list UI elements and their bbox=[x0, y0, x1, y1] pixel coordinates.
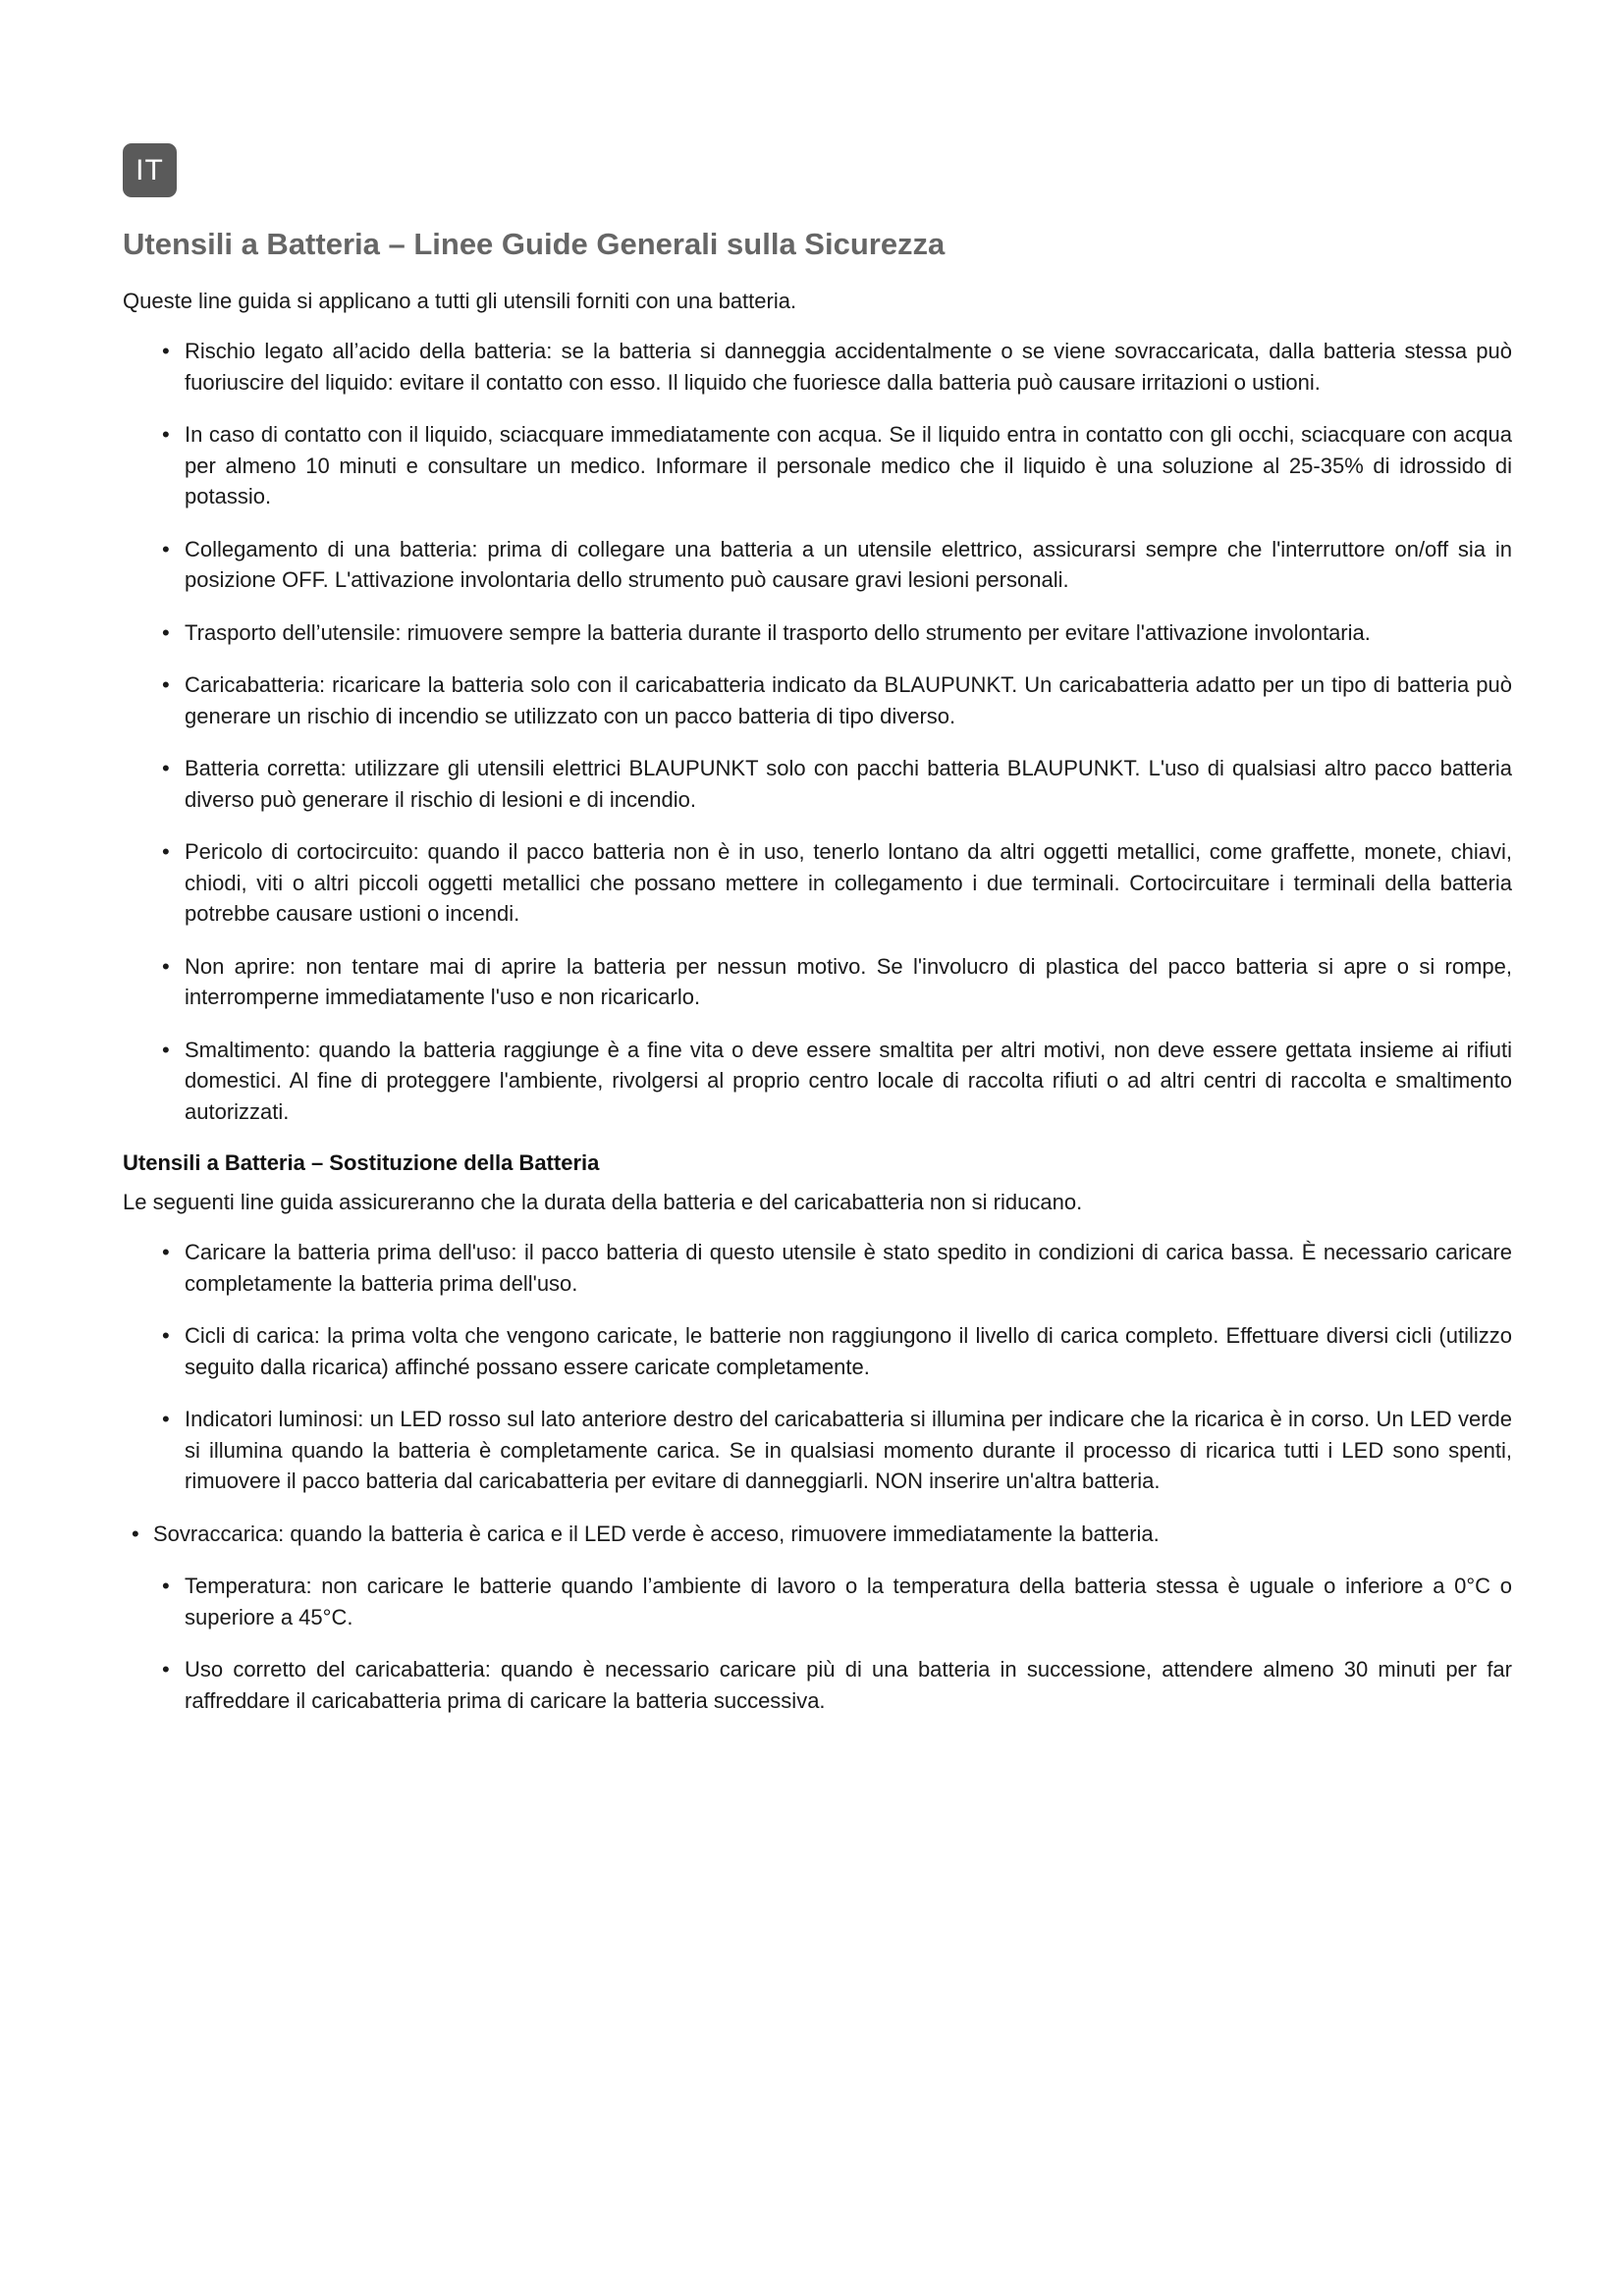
list-item bbox=[123, 1404, 1512, 1497]
safety-list bbox=[123, 336, 1512, 1127]
list-item-text: Smaltimento: quando la batteria raggiunge è a fine vita o deve essere smaltita per altri motivi, non deve essere gettata insieme ai rifiuti domestici. Al fine di proteggere l'ambiente, rivolgersi al proprio centro locale di raccolta rifiuti o ad altri centri di raccolta e smaltimento autorizzati. bbox=[185, 1037, 1512, 1124]
list-item bbox=[123, 1571, 1512, 1632]
list-item bbox=[123, 534, 1512, 596]
list-item bbox=[123, 1320, 1512, 1382]
bullet-icon: • bbox=[162, 1657, 170, 1682]
list-item bbox=[123, 617, 1512, 649]
bullet-icon: • bbox=[162, 1037, 170, 1062]
list-item-text: Indicatori luminosi: un LED rosso sul lato anteriore destro del caricabatteria si illumina per indicare che la ricarica è in corso. Un LED verde si illumina quando la batteria è completamente carica. Se in qualsiasi momento durante il processo di ricarica tutti i LED sono spenti, rimuovere il pacco batteria dal caricabatteria per evitare di danneggiarli. NON inserire un'altra batteria. bbox=[185, 1407, 1512, 1493]
list-item-text: Caricare la batteria prima dell'uso: il pacco batteria di questo utensile è stato spedito in condizioni di carica bassa. È necessario caricare completamente la batteria prima dell'uso. bbox=[185, 1240, 1512, 1296]
bullet-icon: • bbox=[162, 339, 170, 363]
list-item-text: Batteria corretta: utilizzare gli utensili elettrici BLAUPUNKT solo con pacchi batteria BLAUPUNKT. L'uso di qualsiasi altro pacco batteria diverso può generare il rischio di lesioni e di incendio. bbox=[185, 756, 1512, 812]
list-item-text: Caricabatteria: ricaricare la batteria solo con il caricabatteria indicato da BLAUPUNKT. Un caricabatteria adatto per un tipo di batteria può generare un rischio di incendio se utilizzato con un pacco batteria di tipo diverso. bbox=[185, 672, 1512, 728]
list-item bbox=[123, 1654, 1512, 1716]
section-intro-replacement: Le seguenti line guida assicureranno che la durata della batteria e del caricabatteria non si riducano. bbox=[123, 1190, 1083, 1214]
bullet-icon: • bbox=[162, 672, 170, 697]
bullet-icon: • bbox=[162, 536, 170, 561]
list-item bbox=[123, 1519, 1512, 1550]
list-item-text: Trasporto dell’utensile: rimuovere sempre la batteria durante il trasporto dello strumento per evitare l'attivazione involontaria. bbox=[185, 619, 1371, 645]
bullet-icon: • bbox=[162, 1323, 170, 1348]
section-title-safety: Utensili a Batteria – Linee Guide Generali sulla Sicurezza bbox=[123, 227, 946, 261]
list-item bbox=[123, 1035, 1512, 1128]
bullet-icon: • bbox=[162, 953, 170, 979]
list-item bbox=[123, 336, 1512, 398]
list-item bbox=[123, 419, 1512, 512]
list-item-text: Pericolo di cortocircuito: quando il pacco batteria non è in uso, tenerlo lontano da altri oggetti metallici, come graffette, monete, chiavi, chiodi, viti o altri piccoli oggetti metallici che possano mettere in collegamento i due terminali. Cortocircuitare i terminali della batteria potrebbe causare ustioni o incendi. bbox=[185, 839, 1512, 926]
list-item-text: Uso corretto del caricabatteria: quando è necessario caricare più di una batteria in successione, attendere almeno 30 minuti per far raffreddare il caricabatteria prima di caricare la batteria successiva. bbox=[185, 1657, 1512, 1713]
bullet-icon: • bbox=[162, 756, 170, 780]
language-badge: IT bbox=[123, 143, 177, 197]
bullet-icon: • bbox=[162, 1407, 170, 1431]
list-item-text: Collegamento di una batteria: prima di collegare una batteria a un utensile elettrico, assicurarsi sempre che l'interruttore on/off sia in posizione OFF. L'attivazione involontaria dello strumento può causare gravi lesioni personali. bbox=[185, 536, 1512, 592]
bullet-icon: • bbox=[162, 1240, 170, 1264]
content-body bbox=[123, 222, 1512, 1737]
bullet-icon: • bbox=[162, 1574, 170, 1598]
list-item bbox=[123, 753, 1512, 815]
list-item bbox=[123, 1237, 1512, 1299]
bullet-icon: • bbox=[162, 422, 170, 447]
list-item-text: Rischio legato all’acido della batteria: se la batteria si danneggia accidentalmente o se viene sovraccaricata, dalla batteria stessa può fuoriuscire del liquido: evitare il contatto con esso. Il liquido che fuoriesce dalla batteria può causare irritazioni o ustioni. bbox=[185, 339, 1512, 395]
list-item-text: Cicli di carica: la prima volta che vengono caricate, le batterie non raggiungono il livello di carica completo. Effettuare diversi cicli (utilizzo seguito dalla ricarica) affinché possano essere caricate completamente. bbox=[185, 1323, 1512, 1379]
list-item bbox=[123, 669, 1512, 731]
bullet-icon: • bbox=[162, 619, 170, 645]
list-item-text: In caso di contatto con il liquido, sciacquare immediatamente con acqua. Se il liquido entra in contatto con gli occhi, sciacquare con acqua per almeno 10 minuti e consultare un medico. Informare il personale medico che il liquido è una soluzione al 25-35% di idrossido di potassio. bbox=[185, 422, 1512, 508]
section-intro-safety: Queste line guida si applicano a tutti gli utensili forniti con una batteria. bbox=[123, 289, 797, 313]
replacement-list bbox=[123, 1237, 1512, 1716]
bullet-icon: • bbox=[162, 839, 170, 864]
section-title-replacement: Utensili a Batteria – Sostituzione della Batteria bbox=[123, 1150, 600, 1175]
list-item bbox=[123, 836, 1512, 930]
bullet-icon: • bbox=[132, 1521, 139, 1546]
list-item-text: Sovraccarica: quando la batteria è carica e il LED verde è acceso, rimuovere immediatamente la batteria. bbox=[153, 1521, 1160, 1546]
list-item-text: Temperatura: non caricare le batterie quando l’ambiente di lavoro o la temperatura della batteria stessa è uguale o inferiore a 0°C o superiore a 45°C. bbox=[185, 1574, 1512, 1629]
list-item-text: Non aprire: non tentare mai di aprire la batteria per nessun motivo. Se l'involucro di plastica del pacco batteria si apre o si rompe, interromperne immediatamente l'uso e non ricaricarlo. bbox=[185, 953, 1512, 1009]
list-item bbox=[123, 951, 1512, 1013]
